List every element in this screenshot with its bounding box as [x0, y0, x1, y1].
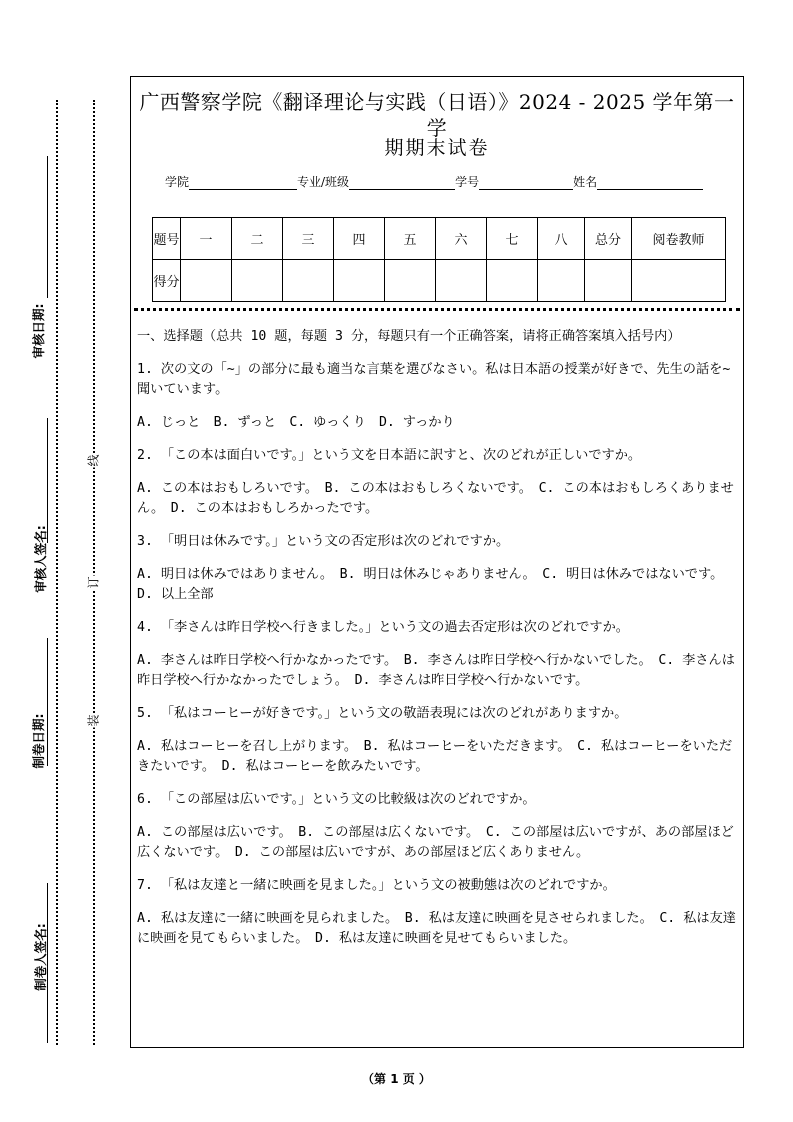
question-options: A. 明日は休みではありません。 B. 明日は休みじゃありません。 C. 明日は休みではないです。 D. 以上全部 — [137, 567, 730, 602]
score-cell[interactable] — [436, 260, 487, 302]
question-options: A. この本はおもしろいです。 B. この本はおもしろくないです。 C. この本はおもしろくありません。 D. この本はおもしろかったです。 — [137, 481, 734, 516]
binding-dotted-line-inner — [93, 100, 95, 1045]
score-cell[interactable] — [585, 260, 632, 302]
question-options: A. 李さんは昨日学校へ行かなかったです。 B. 李さんは昨日学校へ行かないでした。 C. 李さんは昨日学校へ行かなかったでしょう。 D. 李さんは昨日学校へ行かないです。 — [137, 653, 735, 688]
score-table-score-row — [153, 260, 726, 302]
score-header-cell: 四 — [334, 218, 385, 260]
binding-char-zhuang: 装 — [86, 714, 101, 727]
question-stem: 3. 「明日は休みです。」という文の否定形は次のどれですか。 — [137, 534, 510, 549]
exam-subtitle: 期期末试卷 — [384, 137, 490, 159]
name-field[interactable] — [597, 177, 703, 190]
question-stem: 5. 「私はコーヒーが好きです。」という文の敬語表現には次のどれがありますか。 — [137, 706, 628, 721]
question-stem: 4. 「李さんは昨日学校へ行きました。」という文の過去否定形は次のどれですか。 — [137, 620, 629, 635]
score-cell[interactable] — [181, 260, 232, 302]
review-date-label: 审核日期: — [31, 303, 46, 359]
score-header-cell: 八 — [538, 218, 585, 260]
major-field[interactable] — [349, 177, 455, 190]
question-stem: 6. 「この部屋は広いです。」という文の比較級は次のどれですか。 — [137, 792, 536, 807]
binding-char-xian: 线 — [86, 454, 101, 467]
question-stem: 2. 「この本は面白いです。」という文を日本語に訳すと、次のどれが正しいですか。 — [137, 448, 642, 463]
question-options: A. 私は友達に一緒に映画を見られました。 B. 私は友達に映画を見させられました。 C. 私は友達に映画を見てもらいました。 D. 私は友達に映画を見せてもらいました。 — [137, 911, 736, 946]
college-label: 学院 — [165, 175, 190, 189]
exam-frame — [130, 76, 744, 1048]
page-number: （第 1 页 ） — [362, 1072, 431, 1086]
score-header-cell: 五 — [385, 218, 436, 260]
score-header-cell: 六 — [436, 218, 487, 260]
score-header-cell: 一 — [181, 218, 232, 260]
score-row-label: 得分 — [153, 260, 181, 302]
score-cell[interactable] — [385, 260, 436, 302]
score-table-header-row — [153, 218, 726, 260]
binding-char-ding: 订 — [86, 576, 101, 589]
question-area — [137, 327, 737, 962]
score-cell[interactable] — [232, 260, 283, 302]
question-options: A. この部屋は広いです。 B. この部屋は広くないです。 C. この部屋は広いですが、あの部屋ほど広くないです。 D. この部屋は広いですが、あの部屋ほど広くありません。 — [137, 825, 734, 860]
student-id-field[interactable] — [479, 177, 573, 190]
score-cell[interactable] — [334, 260, 385, 302]
signature-line-review-date — [47, 156, 48, 298]
score-header-cell: 总分 — [585, 218, 632, 260]
exam-title: 广西警察学院《翻译理论与实践（日语）》2024 - 2025 学年第一学 — [139, 90, 735, 140]
college-field[interactable] — [189, 177, 297, 190]
score-header-cell: 题号 — [153, 218, 181, 260]
question-options: A. じっと B. ずっと C. ゆっくり D. すっかり — [137, 415, 455, 430]
binding-dotted-line-outer — [56, 100, 58, 1045]
score-cell[interactable] — [632, 260, 726, 302]
question-options: A. 私はコーヒーを召し上がります。 B. 私はコーヒーをいただきます。 C. 私はコーヒーをいただきたいです。 D. 私はコーヒーを飲みたいです。 — [137, 739, 733, 774]
header-separator — [134, 308, 740, 311]
score-table — [152, 217, 726, 302]
score-cell[interactable] — [283, 260, 334, 302]
score-header-cell: 三 — [283, 218, 334, 260]
maker-sign-label: 制卷人签名: — [33, 923, 48, 991]
question-stem: 1. 次の文の「~」の部分に最も適当な言葉を選びなさい。私は日本語の授業が好きで、先生の話を~聞いています。 — [137, 362, 731, 397]
student-id-label: 学号 — [455, 175, 480, 189]
section-heading: 一、选择题（总共 10 题，每题 3 分，每题只有一个正确答案，请将正确答案填入括号内） — [137, 329, 681, 344]
major-label: 专业/班级 — [297, 175, 350, 189]
name-label: 姓名 — [573, 175, 598, 189]
question-stem: 7. 「私は友達と一緒に映画を見ました。」という文の被動態は次のどれですか。 — [137, 878, 616, 893]
signature-line-make-date — [47, 638, 48, 766]
score-header-cell: 二 — [232, 218, 283, 260]
reviewer-sign-label: 审核人签名: — [33, 525, 48, 593]
make-date-label: 制卷日期: — [31, 713, 46, 769]
score-cell[interactable] — [487, 260, 538, 302]
score-header-cell: 七 — [487, 218, 538, 260]
score-header-cell: 阅卷教师 — [632, 218, 726, 260]
student-info-row — [165, 173, 703, 190]
score-cell[interactable] — [538, 260, 585, 302]
